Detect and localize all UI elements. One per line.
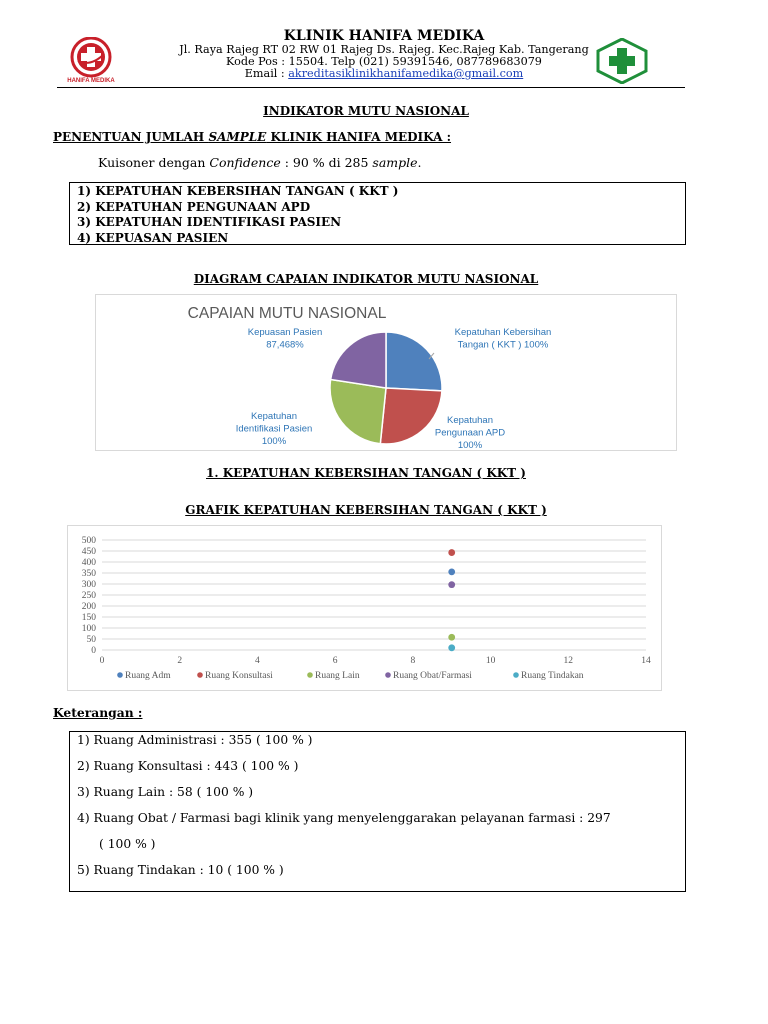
x-tick-label: 10 (485, 656, 496, 666)
y-tick-label: 100 (81, 624, 96, 634)
sample-heading: PENENTUAN JUMLAH SAMPLE KLINIK HANIFA MEDIKA : (53, 130, 452, 144)
data-point (448, 634, 455, 641)
x-tick-label: 0 (99, 656, 105, 666)
indicator-list (69, 182, 686, 245)
x-tick-label: 8 (410, 656, 416, 666)
logo-text: HANIFA MEDIKA (67, 78, 115, 84)
keterangan-item: 2) Ruang Konsultasi : 443 ( 100 % ) (77, 759, 299, 773)
pie-label: Kepatuhan Kebersihan Tangan ( KKT ) 100% (454, 327, 552, 351)
clinic-postal: Kode Pos : 15504. Telp (021) 59391546, 087789683079 (226, 55, 542, 68)
keterangan-item: 3) Ruang Lain : 58 ( 100 % ) (77, 785, 254, 799)
x-tick-label: 12 (563, 656, 574, 666)
y-tick-label: 250 (81, 591, 96, 601)
legend-marker (385, 672, 391, 678)
data-point (448, 581, 455, 588)
sample-line: Kuisoner dengan Confidence : 90 % di 285 sample. (98, 155, 422, 170)
x-tick-label: 4 (255, 656, 260, 666)
legend-label: Ruang Lain (315, 671, 360, 681)
indicator-item: 1) KEPATUHAN KEBERSIHAN TANGAN ( KKT ) (77, 184, 399, 198)
clinic-email-line (0, 67, 768, 80)
pie-slice (331, 332, 386, 388)
legend-label: Ruang Tindakan (521, 671, 584, 681)
email-link[interactable]: akreditasiklinikhanifamedika@gmail.com (288, 67, 524, 80)
keterangan-item: 5) Ruang Tindakan : 10 ( 100 % ) (77, 863, 284, 877)
y-tick-label: 500 (81, 536, 96, 546)
y-tick-label: 350 (81, 569, 96, 579)
diagram-heading: DIAGRAM CAPAIAN INDIKATOR MUTU NASIONAL (193, 272, 539, 286)
page-title: INDIKATOR MUTU NASIONAL (263, 104, 469, 118)
kkt-heading: 1. KEPATUHAN KEBERSIHAN TANGAN ( KKT ) (206, 466, 526, 480)
email-label: Email : (244, 67, 289, 80)
keterangan-item: 1) Ruang Administrasi : 355 ( 100 % ) (77, 733, 313, 747)
keterangan-item: 4) Ruang Obat / Farmasi bagi klinik yang menyelenggarakan pelayanan farmasi : 297 (77, 811, 611, 825)
pie-slice (386, 332, 442, 391)
pie-chart (96, 295, 678, 452)
y-tick-label: 200 (81, 602, 96, 612)
y-tick-label: 50 (86, 635, 96, 645)
clinic-address: Jl. Raya Rajeg RT 02 RW 01 Rajeg Ds. Rajeg. Kec.Rajeg Kab. Tangerang (179, 43, 589, 56)
health-cross-logo (596, 38, 648, 84)
legend-marker (307, 672, 313, 678)
y-tick-label: 150 (81, 613, 96, 623)
x-tick-label: 14 (641, 656, 651, 666)
legend-label: Ruang Obat/Farmasi (393, 671, 472, 681)
pie-label: Kepuasan Pasien 87,468% (247, 327, 323, 351)
pie-slice (330, 379, 386, 443)
legend-marker (197, 672, 203, 678)
scatter-chart-box (67, 525, 662, 691)
keterangan-label: Keterangan : (53, 705, 143, 720)
y-tick-label: 450 (81, 547, 96, 557)
y-tick-label: 0 (91, 646, 96, 656)
grafik-heading: GRAFIK KEPATUHAN KEBERSIHAN TANGAN ( KKT ) (185, 503, 547, 517)
header-rule (57, 87, 685, 88)
indicator-item: 4) KEPUASAN PASIEN (77, 230, 229, 245)
legend-label: Ruang Konsultasi (205, 671, 273, 681)
x-tick-label: 6 (332, 656, 338, 666)
pie-title: CAPAIAN MUTU NASIONAL (187, 305, 387, 322)
legend-marker (513, 672, 519, 678)
keterangan-list (69, 731, 686, 892)
indicator-item: 2) KEPATUHAN PENGUNAAN APD (77, 199, 311, 214)
pie-label: Kepatuhan Identifikasi Pasien 100% (235, 411, 313, 447)
scatter-chart (68, 526, 663, 692)
x-tick-label: 2 (177, 656, 183, 666)
keterangan-item: ( 100 % ) (99, 837, 156, 851)
y-tick-label: 300 (81, 580, 96, 590)
pie-chart-box (95, 294, 677, 451)
pie-label: Kepatuhan Pengunaan APD 100% (434, 415, 506, 451)
legend-marker (117, 672, 123, 678)
pie-slice (380, 388, 442, 444)
legend-label: Ruang Adm (125, 671, 171, 681)
y-tick-label: 400 (81, 558, 96, 568)
clinic-name: KLINIK HANIFA MEDIKA (283, 28, 485, 44)
indicator-item: 3) KEPATUHAN IDENTIFIKASI PASIEN (77, 215, 342, 229)
data-point (448, 644, 455, 651)
data-point (448, 569, 455, 576)
data-point (448, 549, 455, 556)
